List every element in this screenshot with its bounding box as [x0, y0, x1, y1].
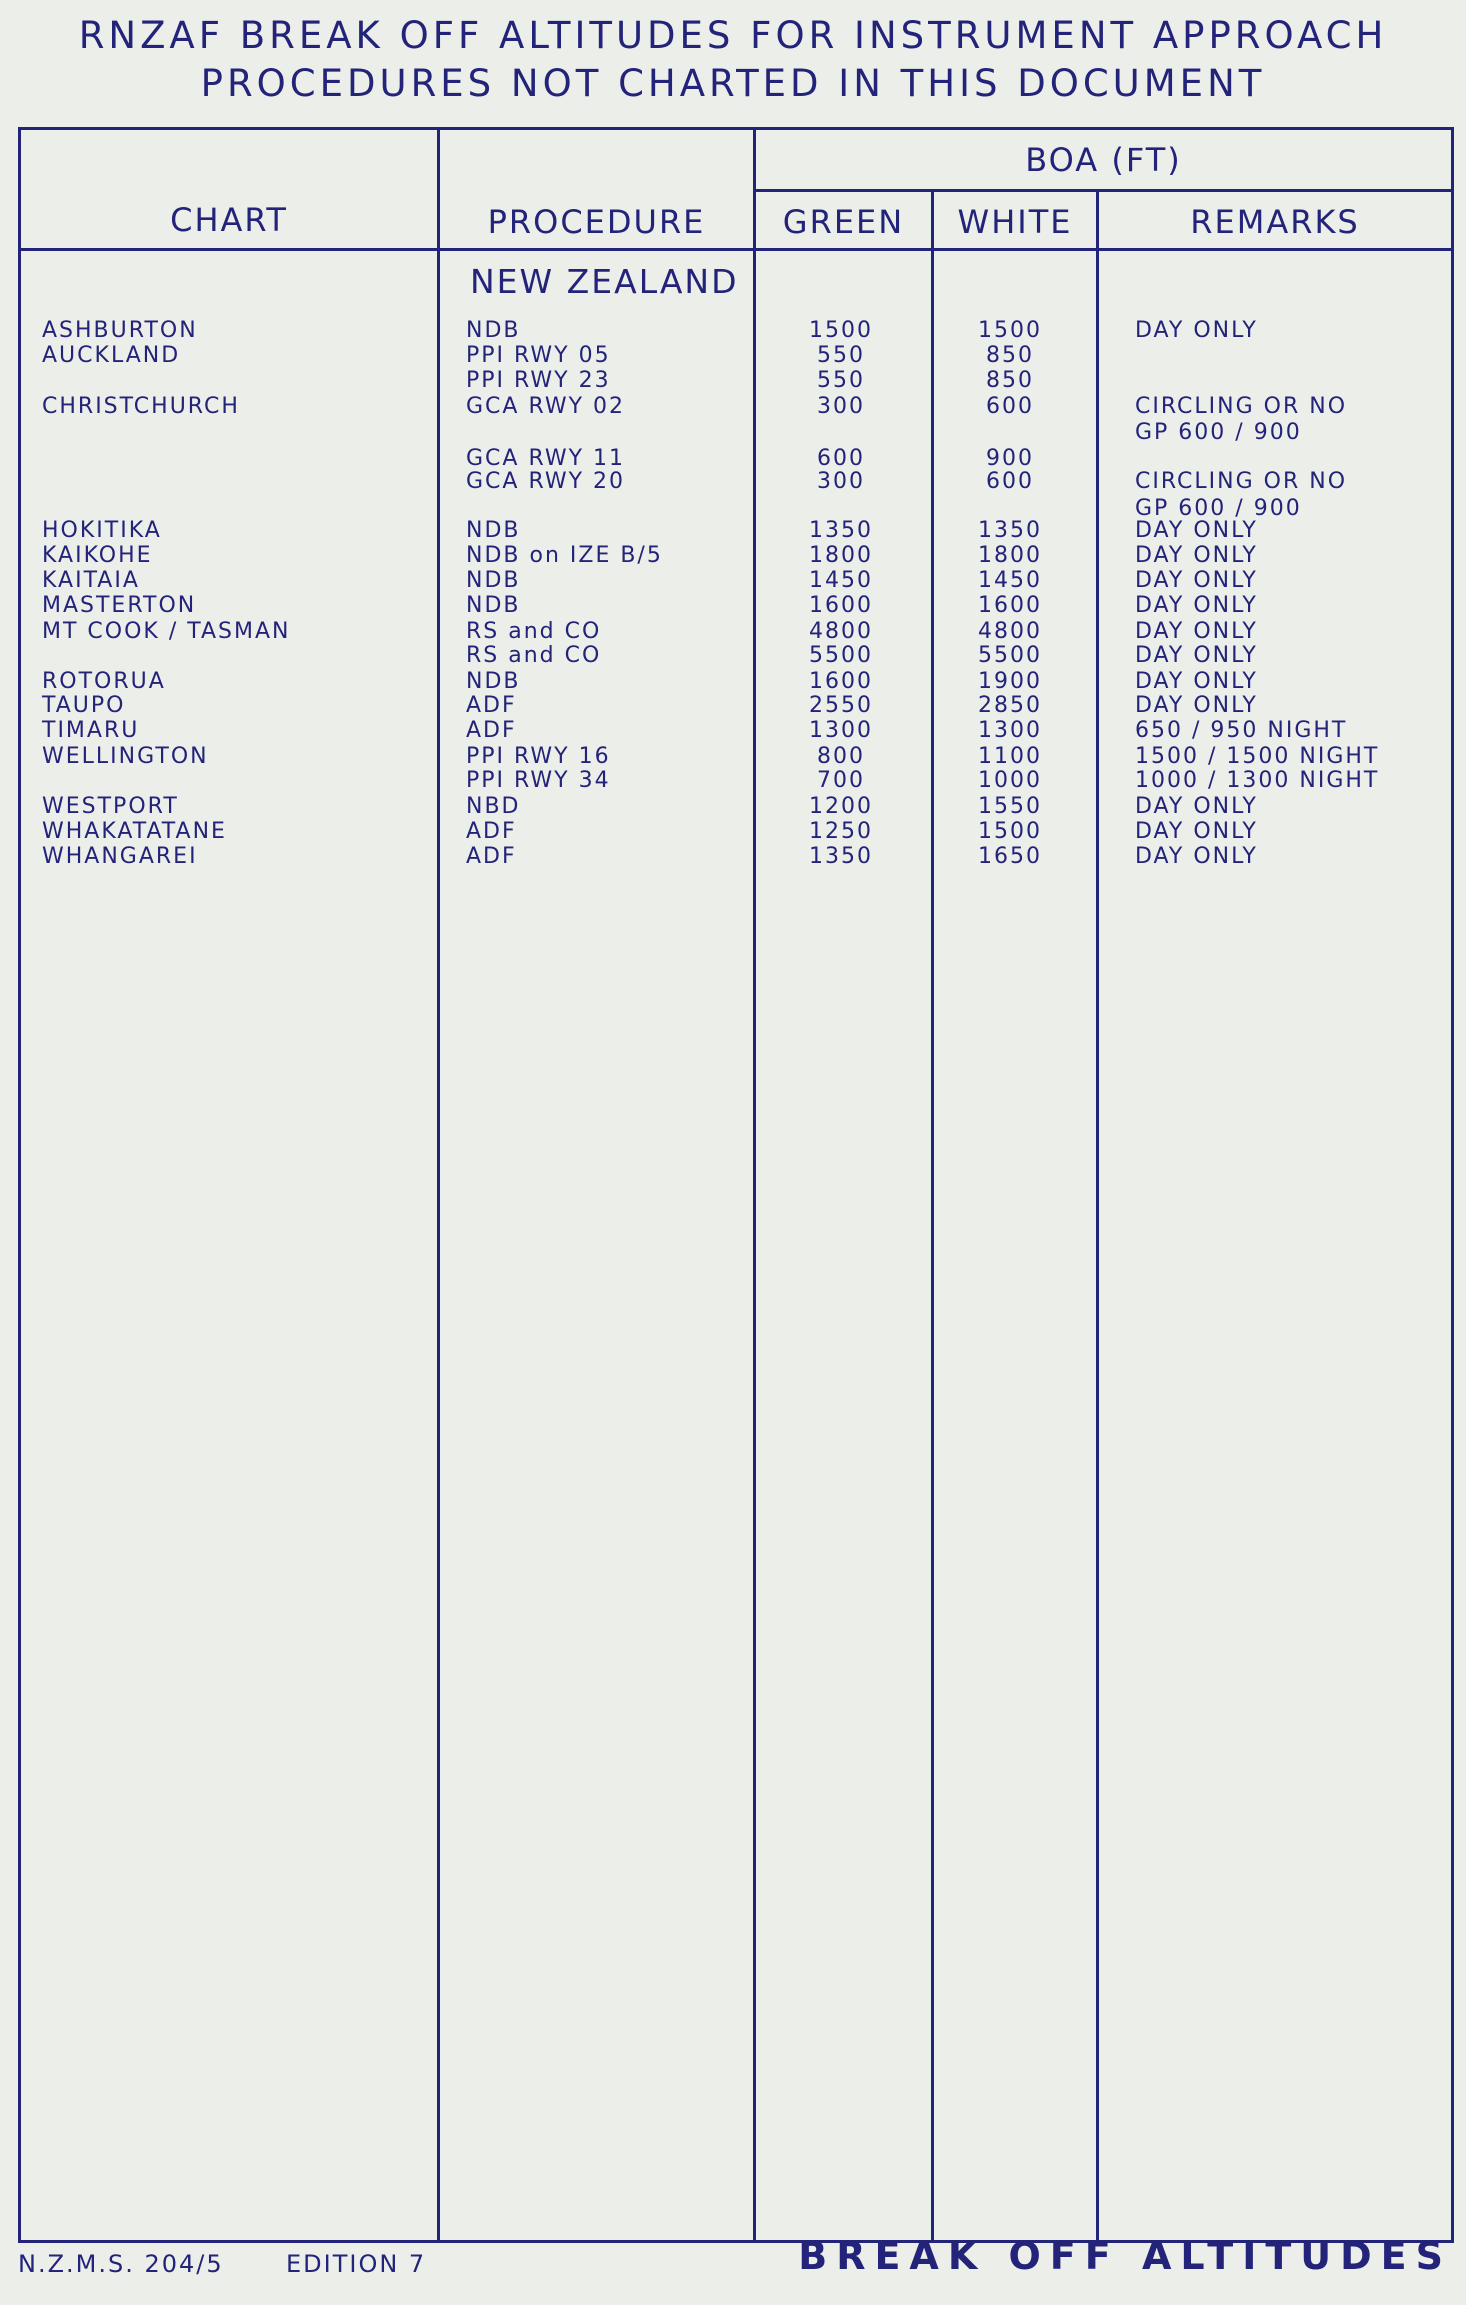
cell-white: 1550	[978, 794, 1042, 819]
cell-procedure: ADF	[466, 718, 517, 743]
cell-white: 4800	[978, 619, 1042, 644]
cell-white: 1500	[978, 318, 1042, 343]
cell-white: 1900	[978, 669, 1042, 694]
table-top-border	[18, 127, 1454, 130]
cell-remarks: 650 / 950 NIGHT	[1135, 718, 1348, 743]
table-row	[0, 420, 1466, 446]
cell-green: 1350	[809, 518, 873, 543]
cell-remarks: 1000 / 1300 NIGHT	[1135, 768, 1380, 793]
cell-white: 5500	[978, 643, 1042, 668]
table-row	[0, 718, 1466, 744]
cell-white: 600	[986, 469, 1034, 494]
cell-remarks: DAY ONLY	[1135, 619, 1258, 644]
cell-remarks: DAY ONLY	[1135, 794, 1258, 819]
cell-green: 4800	[809, 619, 873, 644]
cell-procedure: ADF	[466, 819, 517, 844]
cell-remarks: DAY ONLY	[1135, 593, 1258, 618]
cell-white: 1600	[978, 593, 1042, 618]
cell-remarks: DAY ONLY	[1135, 318, 1258, 343]
cell-white: 1100	[978, 744, 1042, 769]
footer-series: N.Z.M.S. 204/5	[18, 2250, 224, 2278]
cell-white: 1350	[978, 518, 1042, 543]
cell-green: 550	[817, 368, 865, 393]
table-row	[0, 844, 1466, 870]
cell-procedure: NDB	[466, 518, 521, 543]
cell-white: 1800	[978, 543, 1042, 568]
header-white: WHITE	[957, 203, 1073, 241]
table-row	[0, 518, 1466, 544]
cell-white: 1300	[978, 718, 1042, 743]
cell-green: 800	[817, 744, 865, 769]
cell-green: 1800	[809, 543, 873, 568]
cell-procedure: GCA RWY 02	[466, 394, 626, 419]
cell-green: 300	[817, 469, 865, 494]
header-boa: BOA (FT)	[1025, 141, 1182, 179]
table-row	[0, 693, 1466, 719]
cell-procedure: PPI RWY 16	[466, 744, 611, 769]
cell-procedure: NDB	[466, 568, 521, 593]
cell-white: 2850	[978, 693, 1042, 718]
cell-chart: KAIKOHE	[42, 543, 153, 568]
cell-white: 600	[986, 394, 1034, 419]
table-row	[0, 343, 1466, 369]
table-row	[0, 768, 1466, 794]
cell-procedure: PPI RWY 05	[466, 343, 611, 368]
cell-procedure: ADF	[466, 844, 517, 869]
cell-procedure: NDB on IZE B/5	[466, 543, 663, 568]
cell-remarks: CIRCLING OR NO	[1135, 394, 1348, 419]
cell-white: 900	[986, 446, 1034, 471]
cell-remarks: DAY ONLY	[1135, 543, 1258, 568]
table-row	[0, 619, 1466, 645]
cell-green: 550	[817, 343, 865, 368]
header-green: GREEN	[782, 203, 905, 241]
table-row	[0, 593, 1466, 619]
table-row	[0, 794, 1466, 820]
cell-procedure: NDB	[466, 669, 521, 694]
cell-remarks: 1500 / 1500 NIGHT	[1135, 744, 1380, 769]
table-row	[0, 368, 1466, 394]
cell-green: 1300	[809, 718, 873, 743]
cell-remarks: DAY ONLY	[1135, 518, 1258, 543]
cell-green: 1450	[809, 568, 873, 593]
document-title-line1: RNZAF BREAK OFF ALTITUDES FOR INSTRUMENT APPROACH	[78, 14, 1388, 57]
cell-white: 1000	[978, 768, 1042, 793]
cell-procedure: NDB	[466, 593, 521, 618]
header-chart: CHART	[170, 201, 288, 239]
cell-remarks: DAY ONLY	[1135, 568, 1258, 593]
cell-remarks: CIRCLING OR NO	[1135, 469, 1348, 494]
cell-green: 300	[817, 394, 865, 419]
table-row	[0, 394, 1466, 420]
cell-green: 1250	[809, 819, 873, 844]
cell-green: 1600	[809, 593, 873, 618]
cell-white: 1450	[978, 568, 1042, 593]
cell-remarks: GP 600 / 900	[1135, 496, 1302, 521]
cell-white: 850	[986, 368, 1034, 393]
cell-procedure: RS and CO	[466, 643, 602, 668]
cell-green: 1200	[809, 794, 873, 819]
cell-remarks: DAY ONLY	[1135, 693, 1258, 718]
cell-chart: WESTPORT	[42, 794, 179, 819]
table-row	[0, 568, 1466, 594]
cell-green: 1350	[809, 844, 873, 869]
header-remarks: REMARKS	[1190, 203, 1360, 241]
cell-white: 1650	[978, 844, 1042, 869]
cell-green: 600	[817, 446, 865, 471]
table-row	[0, 643, 1466, 669]
cell-green: 5500	[809, 643, 873, 668]
cell-green: 700	[817, 768, 865, 793]
cell-remarks: DAY ONLY	[1135, 844, 1258, 869]
table-row	[0, 744, 1466, 770]
document-title-line2: PROCEDURES NOT CHARTED IN THIS DOCUMENT	[200, 62, 1266, 105]
cell-chart: TAUPO	[42, 693, 126, 718]
cell-remarks: DAY ONLY	[1135, 643, 1258, 668]
header-procedure: PROCEDURE	[487, 203, 706, 241]
boa-header-divider	[756, 189, 1454, 192]
table-row	[0, 543, 1466, 569]
table-row	[0, 318, 1466, 344]
table-row	[0, 469, 1466, 495]
cell-chart: MT COOK / TASMAN	[42, 619, 291, 644]
cell-chart: CHRISTCHURCH	[42, 394, 240, 419]
cell-remarks: DAY ONLY	[1135, 819, 1258, 844]
cell-white: 1500	[978, 819, 1042, 844]
footer-doc-title: BREAK OFF ALTITUDES	[798, 2234, 1452, 2278]
cell-chart: TIMARU	[42, 718, 140, 743]
header-bottom-border	[18, 248, 1454, 251]
cell-procedure: RS and CO	[466, 619, 602, 644]
cell-chart: ROTORUA	[42, 669, 166, 694]
cell-procedure: GCA RWY 20	[466, 469, 626, 494]
cell-remarks: DAY ONLY	[1135, 669, 1258, 694]
cell-chart: HOKITIKA	[42, 518, 162, 543]
cell-procedure: NDB	[466, 318, 521, 343]
cell-chart: KAITAIA	[42, 568, 140, 593]
footer-edition: EDITION 7	[286, 2250, 427, 2278]
cell-chart: MASTERTON	[42, 593, 197, 618]
cell-chart: WHAKATATANE	[42, 819, 227, 844]
table-row	[0, 669, 1466, 695]
cell-green: 1600	[809, 669, 873, 694]
cell-remarks: GP 600 / 900	[1135, 420, 1302, 445]
cell-chart: WHANGAREI	[42, 844, 198, 869]
section-heading: NEW ZEALAND	[470, 262, 739, 301]
cell-chart: ASHBURTON	[42, 318, 198, 343]
cell-chart: AUCKLAND	[42, 343, 181, 368]
cell-chart: WELLINGTON	[42, 744, 209, 769]
cell-procedure: GCA RWY 11	[466, 446, 626, 471]
cell-green: 1500	[809, 318, 873, 343]
cell-procedure: ADF	[466, 693, 517, 718]
cell-procedure: NBD	[466, 794, 521, 819]
cell-green: 2550	[809, 693, 873, 718]
cell-procedure: PPI RWY 34	[466, 768, 611, 793]
cell-procedure: PPI RWY 23	[466, 368, 611, 393]
cell-white: 850	[986, 343, 1034, 368]
table-row	[0, 819, 1466, 845]
